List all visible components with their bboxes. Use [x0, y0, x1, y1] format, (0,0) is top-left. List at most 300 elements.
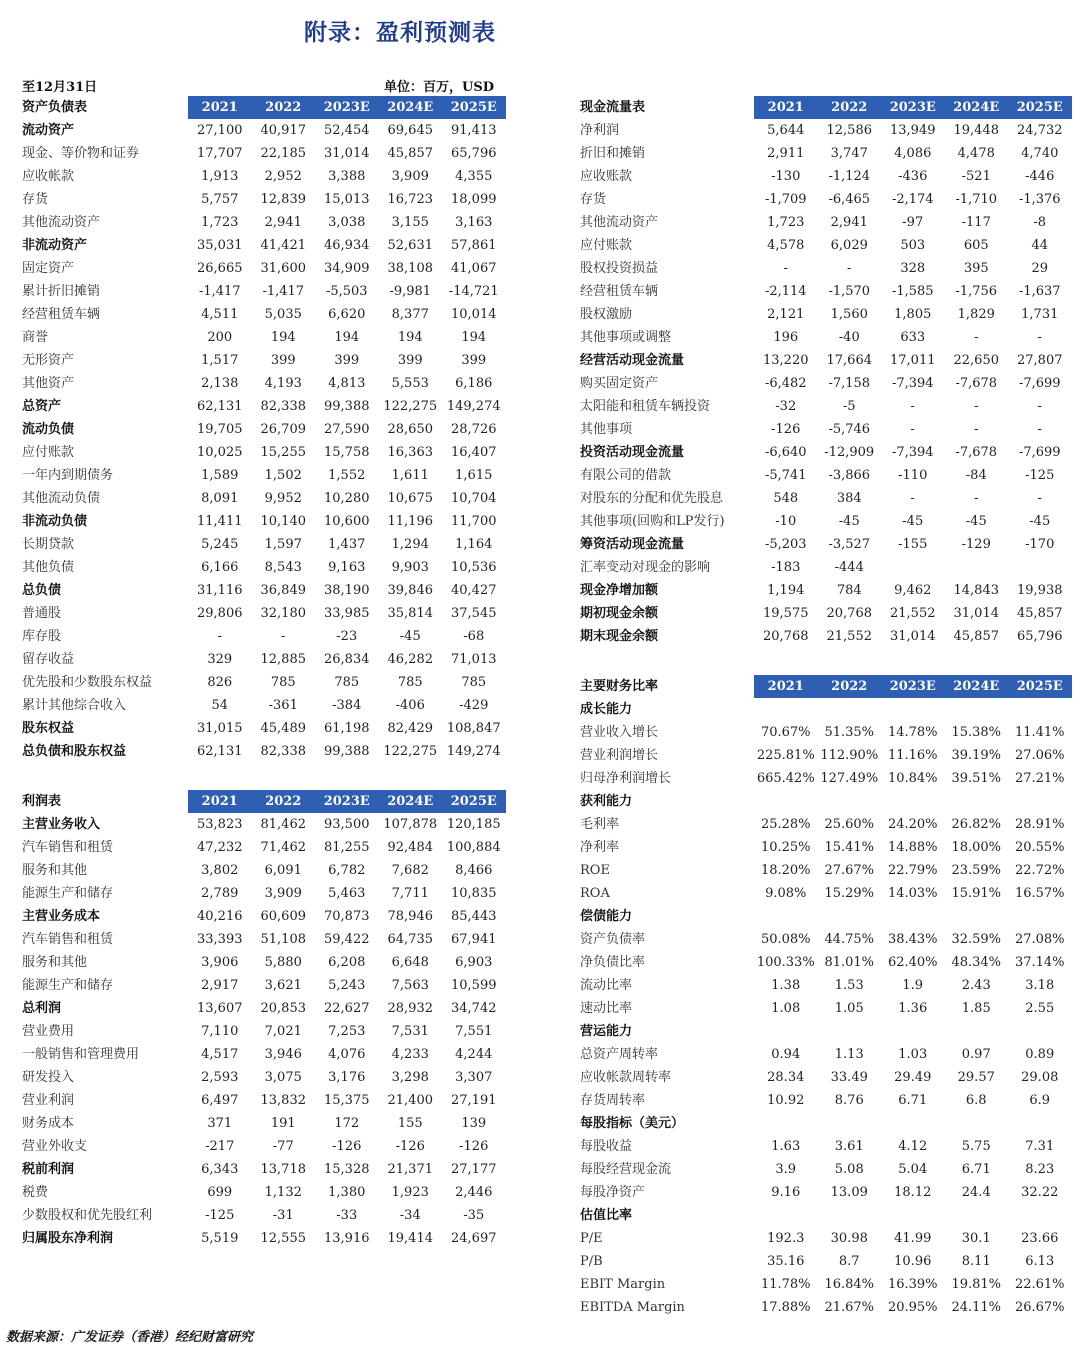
- cell-value: 112.90%: [820, 748, 879, 763]
- cell-value: -125: [205, 1208, 235, 1223]
- cell-value: 194: [334, 330, 360, 345]
- cell-value: 329: [207, 652, 233, 667]
- table-row: [578, 188, 1072, 211]
- cell-value: 37,545: [451, 606, 497, 621]
- cell-value: 10.25%: [760, 840, 811, 855]
- cell-value: 35,031: [197, 238, 243, 253]
- cell-value: 40,216: [197, 909, 243, 924]
- cell-value: 5,644: [767, 123, 805, 138]
- cell-value: 25.28%: [760, 817, 811, 832]
- table-row: [20, 882, 506, 905]
- cash-flow-table: [578, 96, 1072, 648]
- table-row: [578, 1227, 1072, 1250]
- cell-value: 5,243: [328, 978, 366, 993]
- cell-value: 17,011: [890, 353, 936, 368]
- cell-value: -1,570: [828, 284, 871, 299]
- cell-value: -126: [332, 1139, 362, 1154]
- cell-value: -7,699: [1018, 376, 1061, 391]
- cell-value: 4.12: [898, 1139, 928, 1154]
- cell-value: -2,174: [891, 192, 934, 207]
- row-label: 总利润: [22, 1001, 62, 1016]
- cell-value: 785: [270, 675, 296, 690]
- cell-value: 149,274: [446, 744, 501, 759]
- cell-value: 65,796: [451, 146, 497, 161]
- cell-value: 85,443: [451, 909, 497, 924]
- row-label: 累计其他综合收入: [22, 698, 127, 713]
- row-label: 折旧和摊销: [580, 146, 646, 161]
- cell-value: 20.95%: [887, 1300, 938, 1315]
- row-label: EBITDA Margin: [580, 1300, 685, 1315]
- cell-value: 10.84%: [887, 771, 938, 786]
- row-label: 经营活动现金流量: [580, 353, 685, 368]
- cell-value: 31,014: [890, 629, 936, 644]
- cell-value: 6,782: [328, 863, 366, 878]
- row-label: 其他负债: [22, 560, 75, 575]
- cell-value: 7,711: [391, 886, 429, 901]
- table-row: [20, 303, 506, 326]
- cell-value: 81,255: [324, 840, 370, 855]
- cell-value: [881, 1020, 945, 1043]
- cell-value: [1008, 790, 1072, 813]
- row-label: 流动负债: [22, 422, 75, 437]
- cell-value: -7,678: [955, 376, 998, 391]
- cell-value: 50.08%: [760, 932, 811, 947]
- cell-value: 784: [836, 583, 862, 598]
- cell-value: 6,208: [328, 955, 366, 970]
- table-row: [578, 211, 1072, 234]
- cell-value: -: [1037, 399, 1042, 414]
- table-row: [20, 1204, 506, 1227]
- row-label: 主营业务成本: [22, 909, 101, 924]
- cell-value: 1,805: [894, 307, 932, 322]
- cell-value: 27,191: [451, 1093, 497, 1108]
- row-label: P/E: [580, 1231, 603, 1246]
- cell-value: 1,597: [264, 537, 302, 552]
- table-row: [578, 859, 1072, 882]
- cell-value: 38,108: [387, 261, 433, 276]
- cell-value: 7,551: [455, 1024, 493, 1039]
- cell-value: -77: [272, 1139, 294, 1154]
- table-row: [578, 1043, 1072, 1066]
- row-label: 应收帐款: [22, 169, 75, 184]
- cell-value: [754, 1204, 818, 1227]
- row-label: 现金净增加额: [580, 583, 659, 598]
- cell-value: 1,723: [201, 215, 239, 230]
- cell-value: 28.91%: [1014, 817, 1065, 832]
- table-row: [20, 1158, 506, 1181]
- cell-value: 19.81%: [951, 1277, 1002, 1292]
- cell-value: 399: [334, 353, 360, 368]
- cell-value: 2.43: [961, 978, 991, 993]
- cell-value: -9,981: [389, 284, 432, 299]
- year-header: 2023E: [315, 790, 379, 813]
- cell-value: -129: [961, 537, 991, 552]
- cell-value: [818, 698, 882, 721]
- cell-value: 1,731: [1021, 307, 1059, 322]
- cell-value: 16.57%: [1014, 886, 1065, 901]
- cell-value: 46,282: [387, 652, 433, 667]
- cell-value: -361: [268, 698, 298, 713]
- cell-value: -: [281, 629, 286, 644]
- table-row: [20, 1066, 506, 1089]
- table-row: [578, 1250, 1072, 1273]
- cell-value: -126: [771, 422, 801, 437]
- cell-value: 15,255: [260, 445, 306, 460]
- cell-value: 1.63: [771, 1139, 801, 1154]
- table-row: [578, 744, 1072, 767]
- cell-value: 20,768: [763, 629, 809, 644]
- year-header: 2022: [252, 96, 316, 119]
- row-label: 应付账款: [22, 445, 75, 460]
- cell-value: 59,422: [324, 932, 370, 947]
- cell-value: 17,664: [826, 353, 872, 368]
- cell-value: 194: [270, 330, 296, 345]
- cell-value: 16,407: [451, 445, 497, 460]
- cell-value: 3,038: [328, 215, 366, 230]
- cell-value: 122,275: [383, 744, 438, 759]
- cell-value: -3,866: [828, 468, 871, 483]
- cell-value: -5,503: [325, 284, 368, 299]
- cell-value: -6,482: [764, 376, 807, 391]
- row-label: 商誉: [22, 330, 49, 345]
- row-label: 其他事项(回购和LP发行): [580, 514, 725, 529]
- cell-value: 127.49%: [820, 771, 879, 786]
- cell-value: -: [1037, 491, 1042, 506]
- cell-value: 6,166: [201, 560, 239, 575]
- table-row: [578, 579, 1072, 602]
- cell-value: 11.41%: [1014, 725, 1065, 740]
- cell-value: 41,421: [260, 238, 306, 253]
- cell-value: -7,394: [891, 376, 934, 391]
- cell-value: 34,909: [324, 261, 370, 276]
- cell-value: -217: [205, 1139, 235, 1154]
- cell-value: -1,417: [198, 284, 241, 299]
- table-row: [578, 767, 1072, 790]
- row-label: 净负债比率: [580, 955, 646, 970]
- source-footnote: 数据来源：广发证券（香港）经纪财富研究: [6, 1330, 254, 1345]
- cell-value: 22,650: [953, 353, 999, 368]
- row-label: 优先股和少数股东权益: [22, 675, 153, 690]
- table-row: [578, 533, 1072, 556]
- cell-value: 0.89: [1025, 1047, 1055, 1062]
- row-label: EBIT Margin: [580, 1277, 666, 1292]
- cell-value: 19,575: [763, 606, 809, 621]
- cell-value: 51.35%: [824, 725, 875, 740]
- cell-value: 8,466: [455, 863, 493, 878]
- cell-value: [945, 1020, 1009, 1043]
- cell-value: 225.81%: [756, 748, 815, 763]
- table-row: [578, 602, 1072, 625]
- cell-value: -14,721: [448, 284, 499, 299]
- cell-value: -33: [336, 1208, 358, 1223]
- table-row: [578, 165, 1072, 188]
- cell-value: 27,100: [197, 123, 243, 138]
- row-label: 净利率: [580, 840, 620, 855]
- year-header: 2022: [818, 96, 882, 119]
- table-row: [578, 1020, 1072, 1043]
- cell-value: 108,847: [446, 721, 501, 736]
- cell-value: -: [217, 629, 222, 644]
- cell-value: 7,531: [391, 1024, 429, 1039]
- cell-value: 20.55%: [1014, 840, 1065, 855]
- row-label: 归属股东净利润: [22, 1231, 114, 1246]
- row-label: 归母净利润增长: [580, 771, 672, 786]
- cell-value: 70.67%: [760, 725, 811, 740]
- cell-value: 2,941: [830, 215, 868, 230]
- cell-value: 1,194: [767, 583, 805, 598]
- cell-value: 13,832: [260, 1093, 306, 1108]
- table-title: 资产负债表: [22, 100, 88, 115]
- cell-value: 61,198: [324, 721, 370, 736]
- table-row: [578, 280, 1072, 303]
- cell-value: 699: [207, 1185, 233, 1200]
- cell-value: -125: [1025, 468, 1055, 483]
- cell-value: 503: [900, 238, 926, 253]
- cell-value: 36,849: [260, 583, 306, 598]
- cell-value: -23: [336, 629, 358, 644]
- table-row: [20, 142, 506, 165]
- table-row: [578, 698, 1072, 721]
- cell-value: 3,388: [328, 169, 366, 184]
- cell-value: 5,880: [264, 955, 302, 970]
- cell-value: 3,155: [391, 215, 429, 230]
- table-row: [20, 859, 506, 882]
- row-label: 期末现金余额: [580, 629, 659, 644]
- cell-value: 4,478: [957, 146, 995, 161]
- cell-value: 4,193: [264, 376, 302, 391]
- table-row: [20, 928, 506, 951]
- cell-value: 120,185: [446, 817, 501, 832]
- table-row: [20, 1181, 506, 1204]
- cell-value: 2,446: [455, 1185, 493, 1200]
- cell-value: 1,517: [201, 353, 239, 368]
- cell-value: 53,823: [197, 817, 243, 832]
- row-label: 非流动资产: [22, 238, 88, 253]
- cell-value: 548: [773, 491, 799, 506]
- cell-value: 40,917: [260, 123, 306, 138]
- cell-value: 20,768: [826, 606, 872, 621]
- cell-value: -6,640: [764, 445, 807, 460]
- cell-value: 15.38%: [951, 725, 1002, 740]
- cell-value: -436: [898, 169, 928, 184]
- unit-label: 单位：百万，USD: [384, 80, 494, 95]
- cell-value: 4,813: [328, 376, 366, 391]
- cell-value: 3,909: [391, 169, 429, 184]
- row-label: 总资产周转率: [580, 1047, 659, 1062]
- cell-value: -155: [898, 537, 928, 552]
- cell-value: [818, 1112, 882, 1135]
- row-label: 其他流动资产: [22, 215, 101, 230]
- cell-value: 10,014: [451, 307, 497, 322]
- cell-value: 99,388: [324, 399, 370, 414]
- year-header: 2021: [188, 96, 252, 119]
- cell-value: -10: [775, 514, 797, 529]
- cell-value: 30.1: [961, 1231, 991, 1246]
- table-row: [20, 326, 506, 349]
- cell-value: 5.04: [898, 1162, 928, 1177]
- row-label: 其他事项或调整: [580, 330, 672, 345]
- cell-value: [1008, 1112, 1072, 1135]
- table-row: [20, 510, 506, 533]
- cell-value: 10,835: [451, 886, 497, 901]
- cell-value: 35,814: [387, 606, 433, 621]
- table-row: [20, 951, 506, 974]
- cell-value: 8,377: [391, 307, 429, 322]
- year-header: 2021: [188, 790, 252, 813]
- cell-value: 28,650: [387, 422, 433, 437]
- cell-value: [818, 790, 882, 813]
- cell-value: 32.22: [1021, 1185, 1059, 1200]
- row-label: 总负债: [22, 583, 62, 598]
- cell-value: 4,355: [455, 169, 493, 184]
- cell-value: 27.67%: [824, 863, 875, 878]
- cell-value: 399: [461, 353, 487, 368]
- table-row: [20, 1043, 506, 1066]
- cell-value: -: [974, 399, 979, 414]
- cell-value: -1,756: [955, 284, 998, 299]
- date-label: 至12月31日: [22, 80, 98, 95]
- cell-value: 45,857: [1017, 606, 1063, 621]
- cell-value: 3,906: [201, 955, 239, 970]
- cell-value: [1008, 1020, 1072, 1043]
- cell-value: 22.61%: [1014, 1277, 1065, 1292]
- cell-value: 3,909: [264, 886, 302, 901]
- cell-value: -: [974, 422, 979, 437]
- cell-value: 6.8: [965, 1093, 987, 1108]
- cell-value: 100,884: [446, 840, 501, 855]
- cell-value: -40: [838, 330, 860, 345]
- row-label: 总资产: [22, 399, 62, 414]
- table-row: [20, 211, 506, 234]
- cell-value: [754, 1020, 818, 1043]
- cell-value: 2,121: [767, 307, 805, 322]
- cell-value: -12,909: [824, 445, 875, 460]
- row-label: 流动比率: [580, 978, 633, 993]
- cell-value: 91,413: [451, 123, 497, 138]
- cell-value: 54: [211, 698, 229, 713]
- table-row: [20, 165, 506, 188]
- row-label: 其他资产: [22, 376, 75, 391]
- cell-value: 4,233: [391, 1047, 429, 1062]
- cell-value: 24,732: [1017, 123, 1063, 138]
- cell-value: -1,709: [764, 192, 807, 207]
- cell-value: -1,376: [1018, 192, 1061, 207]
- cell-value: 6,648: [391, 955, 429, 970]
- cell-value: 371: [207, 1116, 233, 1131]
- cell-value: 37.14%: [1014, 955, 1065, 970]
- cell-value: 11,700: [451, 514, 497, 529]
- cell-value: [881, 905, 945, 928]
- table-row: [20, 257, 506, 280]
- table-row: [20, 556, 506, 579]
- table-row: [20, 740, 506, 763]
- cell-value: 1,923: [391, 1185, 429, 1200]
- table-row: [578, 257, 1072, 280]
- cell-value: 3.61: [834, 1139, 864, 1154]
- cell-value: [881, 556, 945, 579]
- cell-value: 1,829: [957, 307, 995, 322]
- cell-value: 33.49: [830, 1070, 868, 1085]
- cell-value: 71,013: [451, 652, 497, 667]
- cell-value: 6,186: [455, 376, 493, 391]
- cell-value: 7,110: [201, 1024, 239, 1039]
- table-row: [20, 905, 506, 928]
- table-row: [578, 1296, 1072, 1319]
- row-label: 股权激励: [580, 307, 633, 322]
- cell-value: -126: [395, 1139, 425, 1154]
- cell-value: 35.16: [767, 1254, 805, 1269]
- cell-value: 7.31: [1025, 1139, 1055, 1154]
- row-label: 税前利润: [22, 1162, 75, 1177]
- cell-value: 3,298: [391, 1070, 429, 1085]
- row-label: ROA: [580, 886, 610, 901]
- table-row: [578, 974, 1072, 997]
- table-row: [20, 648, 506, 671]
- cell-value: -31: [272, 1208, 294, 1223]
- cell-value: 11.78%: [760, 1277, 811, 1292]
- cell-value: 1,502: [264, 468, 302, 483]
- cell-value: 93,500: [324, 817, 370, 832]
- cell-value: 0.94: [771, 1047, 801, 1062]
- cell-value: 9,952: [264, 491, 302, 506]
- row-label: 固定资产: [22, 261, 75, 276]
- cell-value: 6,497: [201, 1093, 239, 1108]
- table-row: [578, 1158, 1072, 1181]
- cell-value: 62.40%: [887, 955, 938, 970]
- cell-value: [818, 1020, 882, 1043]
- cell-value: [945, 556, 1009, 579]
- cell-value: 18,099: [451, 192, 497, 207]
- table-row: [20, 602, 506, 625]
- cell-value: 22.72%: [1014, 863, 1065, 878]
- cell-value: 194: [461, 330, 487, 345]
- table-row: [20, 418, 506, 441]
- cell-value: 10,280: [324, 491, 370, 506]
- cell-value: 24.11%: [951, 1300, 1002, 1315]
- cell-value: [1008, 556, 1072, 579]
- cell-value: 7,563: [391, 978, 429, 993]
- row-label: 研发投入: [22, 1070, 75, 1085]
- cell-value: 5,553: [391, 376, 429, 391]
- table-row: [20, 464, 506, 487]
- table-row: [20, 533, 506, 556]
- row-label: 其他事项: [580, 422, 633, 437]
- cell-value: 5,463: [328, 886, 366, 901]
- cell-value: 191: [270, 1116, 296, 1131]
- cell-value: 1.05: [834, 1001, 864, 1016]
- cell-value: 38,190: [324, 583, 370, 598]
- row-label: 现金、等价物和证券: [22, 146, 140, 161]
- row-label: ROE: [580, 863, 610, 878]
- cell-value: 51,108: [260, 932, 306, 947]
- table-header-row: [20, 790, 506, 813]
- table-row: [578, 326, 1072, 349]
- cell-value: 1,132: [264, 1185, 302, 1200]
- cell-value: -110: [898, 468, 928, 483]
- row-label: 存货: [580, 192, 607, 207]
- row-label: 汽车销售和租赁: [22, 932, 114, 947]
- cell-value: 69,645: [387, 123, 433, 138]
- cell-value: 9,903: [391, 560, 429, 575]
- cell-value: 32.59%: [951, 932, 1002, 947]
- year-header: 2023E: [315, 96, 379, 119]
- year-header: 2023E: [881, 675, 945, 698]
- cell-value: 10,025: [197, 445, 243, 460]
- cell-value: 31,600: [260, 261, 306, 276]
- row-label: 其他流动资产: [580, 215, 659, 230]
- cell-value: [881, 1112, 945, 1135]
- cell-value: 4,086: [894, 146, 932, 161]
